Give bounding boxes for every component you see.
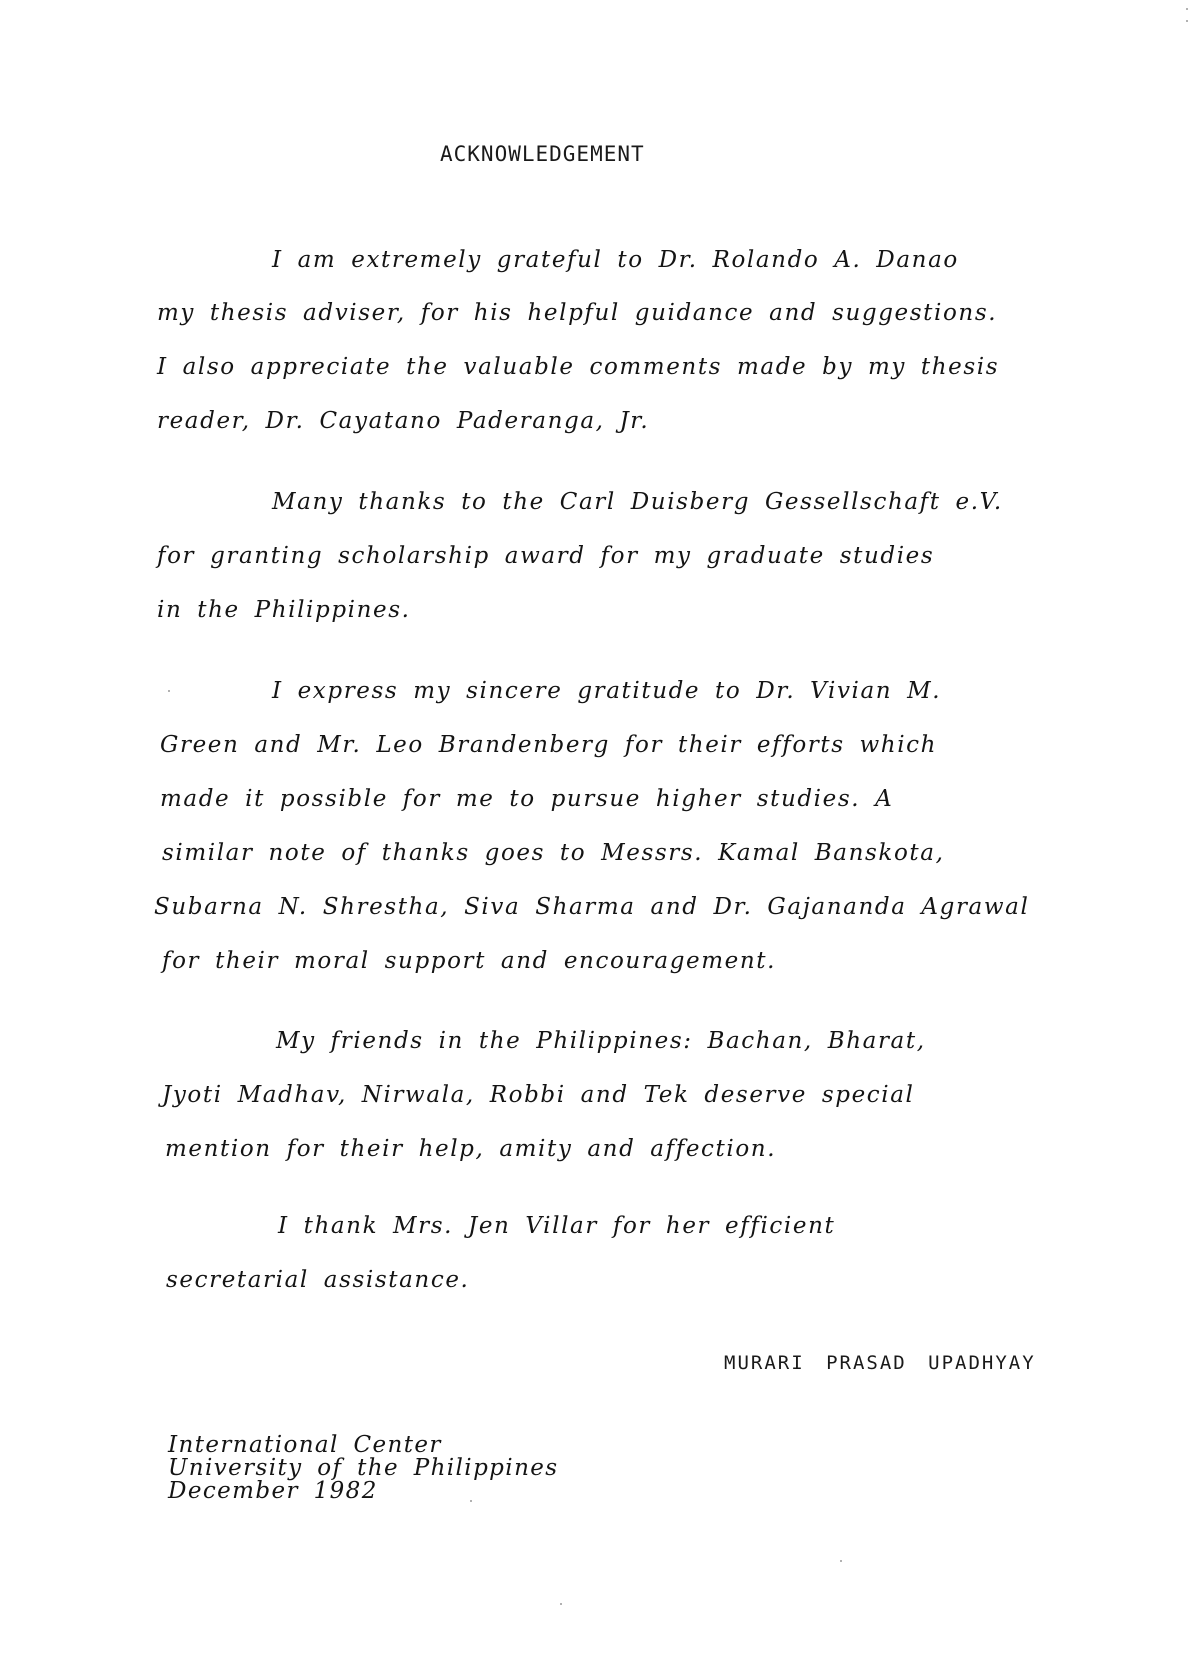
paragraph-2-line-2: for granting scholarship award for my graduate studies (157, 543, 935, 569)
paragraph-1-line-3: I also appreciate the valuable comments made by my thesis (157, 354, 1000, 380)
paragraph-2-line-1: Many thanks to the Carl Duisberg Gessellschaft e.V. (272, 489, 1003, 515)
scan-speck (470, 1500, 472, 1502)
scan-speck (840, 1560, 842, 1562)
address-line-2: University of the Philippines (168, 1455, 559, 1481)
paragraph-5-line-1: I thank Mrs. Jen Villar for her efficient (278, 1213, 836, 1239)
paragraph-1-line-1: I am extremely grateful to Dr. Rolando A. Danao (272, 247, 959, 273)
paragraph-3-line-3: made it possible for me to pursue higher studies. A (160, 786, 894, 812)
paragraph-3-line-2: Green and Mr. Leo Brandenberg for their efforts which (160, 732, 938, 758)
paragraph-3-line-5: Subarna N. Shrestha, Siva Sharma and Dr. Gajananda Agrawal (154, 894, 1030, 920)
paragraph-1-line-2: my thesis adviser, for his helpful guidance and suggestions. (157, 300, 998, 326)
paragraph-3-line-4: similar note of thanks goes to Messrs. Kamal Banskota, (162, 840, 945, 866)
scan-speck (560, 1603, 562, 1605)
address-block (168, 1434, 559, 1503)
paragraph-4-line-3: mention for their help, amity and affection. (165, 1136, 777, 1162)
author-signature: MURARI PRASAD UPADHYAY (724, 1352, 1036, 1374)
scan-speck (168, 690, 170, 692)
scan-speck (1186, 20, 1188, 22)
paragraph-4-line-2: Jyoti Madhav, Nirwala, Robbi and Tek deserve special (162, 1082, 915, 1108)
paragraph-2-line-3: in the Philippines. (157, 597, 411, 623)
paragraph-4-line-1: My friends in the Philippines: Bachan, Bharat, (276, 1028, 926, 1054)
scan-speck (1186, 8, 1188, 10)
paragraph-5-line-2: secretarial assistance. (166, 1267, 470, 1293)
address-line-1: International Center (168, 1432, 442, 1458)
paragraph-3-line-6: for their moral support and encouragement. (162, 948, 777, 974)
paragraph-1-line-4: reader, Dr. Cayatano Paderanga, Jr. (157, 408, 650, 434)
paragraph-3-line-1: I express my sincere gratitude to Dr. Vivian M. (272, 678, 942, 704)
page-title: ACKNOWLEDGEMENT (440, 142, 645, 166)
address-line-3: December 1982 (168, 1478, 378, 1504)
